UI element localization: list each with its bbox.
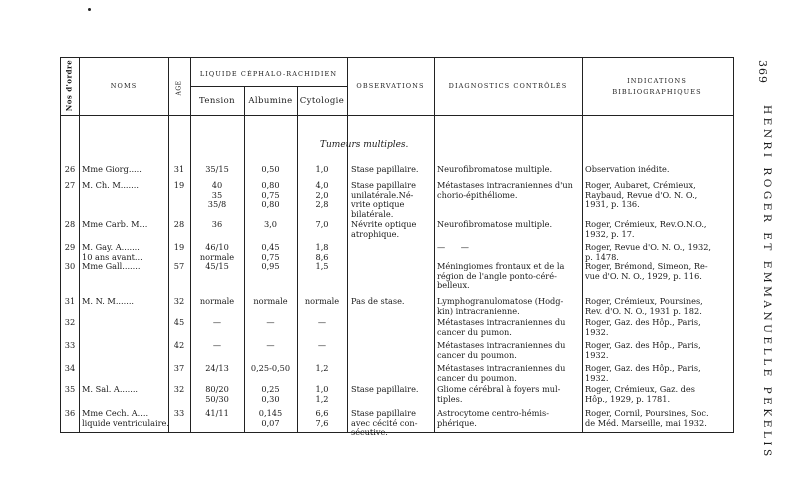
cell-tension: 40 35 35/8 bbox=[207, 180, 227, 209]
cell-num: 36 bbox=[64, 408, 76, 418]
cell-diag: Métastases intracraniennes du cancer du poumon. bbox=[437, 363, 566, 383]
cell-tension: — bbox=[212, 340, 222, 350]
cell-age: 33 bbox=[173, 408, 185, 418]
running-head: HENRI ROGER ET EMMANUELLE PEKELIS bbox=[761, 105, 773, 460]
cell-num: 34 bbox=[64, 363, 76, 373]
cell-biblio: Roger, Gaz. des Hôp., Paris, 1932. bbox=[585, 317, 701, 337]
cell-diag: Neurofibromatose multiple. bbox=[437, 164, 553, 174]
cell-nom: M. Ch. M....... bbox=[82, 180, 139, 190]
header-num: Nos d'ordre bbox=[64, 59, 74, 112]
cell-albumine: 0,145 0,07 bbox=[258, 408, 283, 428]
cell-obs: Pas de stase. bbox=[351, 296, 405, 306]
cell-num: 31 bbox=[64, 296, 76, 306]
cell-cyto: 6,6 7,6 bbox=[315, 408, 329, 428]
cell-num: 35 bbox=[64, 384, 76, 394]
cell-cyto: 1,0 bbox=[315, 164, 329, 174]
cell-cyto: — bbox=[317, 340, 327, 350]
cell-diag: Astrocytome centro-hémis- phérique. bbox=[437, 408, 549, 428]
cell-albumine: — bbox=[266, 317, 275, 327]
cell-diag: Métastases intracraniennes du cancer du pumon. bbox=[437, 317, 566, 337]
cell-obs: Stase papillaire avec cécité con- sécutive. bbox=[351, 408, 418, 437]
cell-age: 37 bbox=[173, 363, 185, 373]
cell-num: 33 bbox=[64, 340, 76, 350]
cell-nom: M. Sal. A....... bbox=[82, 384, 139, 394]
cell-albumine: 0,95 bbox=[261, 261, 280, 271]
cell-age: 32 bbox=[173, 384, 185, 394]
cell-diag: Métastases intracraniennes du cancer du poumon. bbox=[437, 340, 566, 360]
cell-tension: 36 bbox=[211, 219, 223, 229]
col-sep-diagnostics bbox=[582, 57, 583, 432]
section-title: Tumeurs multiples. bbox=[320, 140, 409, 150]
header-bottom-rule bbox=[60, 115, 733, 116]
header-noms: NOMS bbox=[110, 82, 138, 90]
cell-diag: Lymphogranulomatose (Hodg- kin) intracranienne. bbox=[437, 296, 564, 316]
cell-biblio: Roger, Brémond, Simeon, Re- vue d'O. N. O., 1929, p. 116. bbox=[585, 261, 708, 281]
header-albumine: Albumine bbox=[248, 96, 293, 106]
cell-biblio: Roger, Gaz. des Hôp., Paris, 1932. bbox=[585, 363, 701, 383]
cell-tension: 80/20 50/30 bbox=[205, 384, 229, 404]
cell-biblio: Roger, Crémieux, Gaz. des Hôp., 1929, p. 1781. bbox=[585, 384, 695, 404]
cell-cyto: 4,0 2,0 2,8 bbox=[315, 180, 329, 209]
header-tension: Tension bbox=[199, 96, 235, 106]
cell-albumine: 0,80 0,75 0,80 bbox=[261, 180, 280, 209]
cell-biblio: Roger, Crémieux, Rev.O.N.O., 1932, p. 17. bbox=[585, 219, 707, 239]
page-number: 369 bbox=[756, 60, 769, 84]
cell-nom: M. Gay. A....... 10 ans avant... bbox=[82, 242, 143, 262]
cell-cyto: 1,2 bbox=[315, 363, 329, 373]
cell-num: 30 bbox=[64, 261, 76, 271]
header-diagnostics: DIAGNOSTICS CONTRÔLÉS bbox=[448, 82, 568, 90]
cell-albumine: 0,45 0,75 bbox=[261, 242, 280, 262]
cell-diag: — — bbox=[437, 242, 469, 252]
cell-cyto: 1,8 8,6 bbox=[315, 242, 329, 262]
cell-cyto: normale bbox=[304, 296, 340, 306]
cell-cyto: 1,5 bbox=[315, 261, 329, 271]
cell-tension: 35/15 bbox=[205, 164, 229, 174]
cell-biblio: Roger, Crémieux, Poursines, Rev. d'O. N. O., 1931 p. 182. bbox=[585, 296, 703, 316]
cell-age: 57 bbox=[173, 261, 185, 271]
cell-nom: Mme Carb. M... bbox=[82, 219, 148, 229]
cell-albumine: 3,0 bbox=[263, 219, 278, 229]
header-cytologie: Cytologie bbox=[299, 96, 345, 106]
cell-age: 19 bbox=[173, 242, 185, 252]
page-mark bbox=[88, 8, 91, 11]
cell-diag: Méningiomes frontaux et de la région de l'angle ponto-céré- belleux. bbox=[437, 261, 565, 290]
cell-age: 28 bbox=[173, 219, 185, 229]
liquide-subheader-rule bbox=[190, 86, 347, 87]
cell-num: 28 bbox=[64, 219, 76, 229]
cell-age: 32 bbox=[173, 296, 185, 306]
cell-tension: — bbox=[212, 317, 222, 327]
cell-biblio: Roger, Aubaret, Crémieux, Raybaud, Revue d'O. N. O., 1931, p. 136. bbox=[585, 180, 698, 209]
cell-nom: M. N. M....... bbox=[82, 296, 135, 306]
cell-num: 32 bbox=[64, 317, 76, 327]
cell-nom: Mme Giorg..... bbox=[82, 164, 142, 174]
cell-num: 29 bbox=[64, 242, 76, 252]
cell-age: 42 bbox=[173, 340, 185, 350]
cell-cyto: — bbox=[317, 317, 327, 327]
cell-albumine: normale bbox=[253, 296, 288, 306]
col-sep-observations bbox=[434, 57, 435, 432]
cell-age: 31 bbox=[173, 164, 185, 174]
cell-albumine: 0,25 0,30 bbox=[261, 384, 280, 404]
cell-nom: Mme Gall....... bbox=[82, 261, 141, 271]
header-indications: INDICATIONS BIBLIOGRAPHIQUES bbox=[612, 77, 702, 96]
header-age: AGE bbox=[175, 80, 183, 96]
cell-cyto: 7,0 bbox=[315, 219, 329, 229]
cell-biblio: Roger, Revue d'O. N. O., 1932, p. 1478. bbox=[585, 242, 712, 262]
cell-tension: 24/13 bbox=[205, 363, 229, 373]
cell-age: 19 bbox=[173, 180, 185, 190]
cell-tension: 41/11 bbox=[205, 408, 229, 418]
cell-albumine: 0,25-0,50 bbox=[250, 363, 291, 373]
header-liquide: LIQUIDE CÉPHALO-RACHIDIEN bbox=[199, 70, 338, 78]
cell-obs: Stase papillaire. bbox=[351, 164, 419, 174]
col-sep-num bbox=[79, 57, 80, 432]
cell-albumine: — bbox=[266, 340, 275, 350]
cell-diag: Gliome cérébral à foyers mul- tiples. bbox=[437, 384, 561, 404]
cell-obs: Névrite optique atrophique. bbox=[351, 219, 417, 239]
cell-biblio: Roger, Gaz. des Hôp., Paris, 1932. bbox=[585, 340, 701, 360]
header-observations: OBSERVATIONS bbox=[356, 82, 425, 90]
cell-nom: Mme Cech. A.... liquide ventriculaire. bbox=[82, 408, 169, 428]
cell-obs: Stase papillaire unilatérale.Né- vrite optique bilatérale. bbox=[351, 180, 416, 219]
cell-num: 26 bbox=[64, 164, 76, 174]
cell-age: 45 bbox=[173, 317, 185, 327]
cell-biblio: Roger, Cornil, Poursines, Soc. de Méd. Marseille, mai 1932. bbox=[585, 408, 709, 428]
cell-tension: 46/10 normale bbox=[199, 242, 235, 262]
cell-biblio: Observation inédite. bbox=[585, 164, 670, 174]
cell-tension: normale bbox=[199, 296, 235, 306]
cell-albumine: 0,50 bbox=[261, 164, 280, 174]
cell-diag: Neurofibromatose multiple. bbox=[437, 219, 553, 229]
cell-num: 27 bbox=[64, 180, 76, 190]
cell-obs: Stase papillaire. bbox=[351, 384, 419, 394]
cell-diag: Métastases intracraniennes d'un chorio-épithéliome. bbox=[437, 180, 573, 200]
col-sep-liquide bbox=[347, 57, 348, 432]
cell-cyto: 1,0 1,2 bbox=[315, 384, 329, 404]
cell-tension: 45/15 bbox=[205, 261, 229, 271]
